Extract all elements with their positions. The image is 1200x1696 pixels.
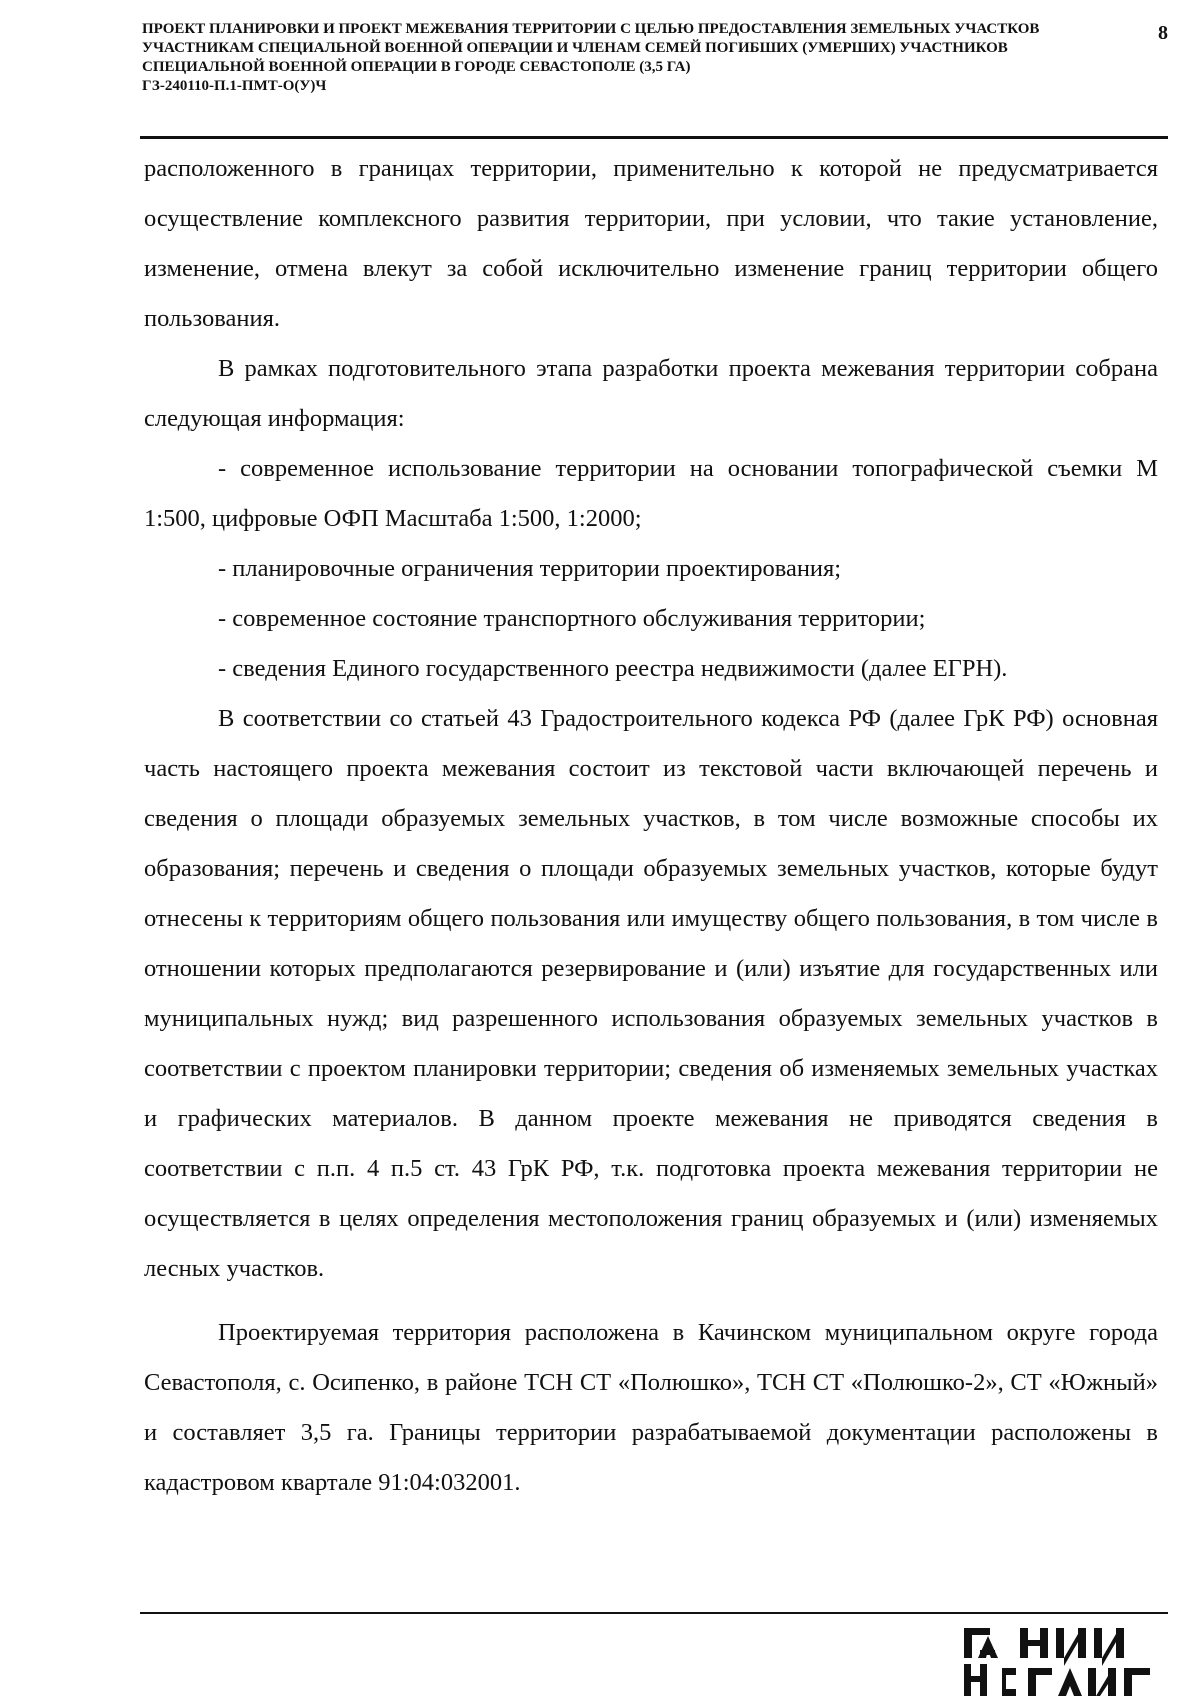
paragraph-territory-location: Проектируемая территория расположена в Качинском муниципальном округе города Севастополя, с. Осипенко, в районе ТСН СТ «Полюшко», ТСН СТ «Полюшко-2», СТ «Южный» и составляет 3,5 га. Границы территории разрабатываемой документации расположены в кадастровом квартале 91:04:032001. [144, 1319, 1158, 1496]
organization-logo [958, 1624, 1168, 1696]
header-divider [140, 136, 1168, 139]
document-header [142, 20, 1102, 96]
footer-divider [140, 1612, 1168, 1614]
document-body [144, 144, 1158, 1508]
document-title: ПРОЕКТ ПЛАНИРОВКИ И ПРОЕКТ МЕЖЕВАНИЯ ТЕРРИТОРИИ С ЦЕЛЬЮ ПРЕДОСТАВЛЕНИЯ ЗЕМЕЛЬНЫХ УЧАСТКОВ УЧАСТНИКАМ СПЕЦИАЛЬНОЙ ВОЕННОЙ ОПЕРАЦИИ И ЧЛЕНАМ СЕМЕЙ ПОГИБШИХ (УМЕРШИХ) УЧАСТНИКОВ СПЕЦИАЛЬНОЙ ВОЕННОЙ ОПЕРАЦИИ В ГОРОДЕ СЕВАСТОПОЛЕ (3,5 ГА) [142, 21, 1040, 75]
document-code: ГЗ-240110-П.1-ПМТ-О(У)Ч [142, 78, 327, 94]
paragraph-preparation: В рамках подготовительного этапа разработки проекта межевания территории собрана следующая информация: [144, 355, 1158, 432]
list-item: - современное состояние транспортного обслуживания территории; [218, 605, 926, 632]
page-number: 8 [1158, 22, 1168, 44]
paragraph-article-43: В соответствии со статьей 43 Градостроительного кодекса РФ (далее ГрК РФ) основная часть настоящего проекта межевания состоит из текстовой части включающей перечень и сведения о площади образуемых земельных участков, в том числе возможные способы их образования; перечень и сведения о площади образуемых земельных участков, которые будут отнесены к территориям общего пользования или имуществу общего пользования, в том числе в отношении которых предполагаются резервирование и (или) изъятие для государственных или муниципальных нужд; вид разрешенного использования образуемых земельных участков в соответствии с проектом планировки территории; сведения об изменяемых земельных участках и графических материалов. В данном проекте межевания не приводятся сведения в соответствии с п.п. 4 п.5 ст. 43 ГрК РФ, т.к. подготовка проекта межевания территории не осуществляется в целях определения местоположения границ образуемых и (или) изменяемых лесных участков. [144, 705, 1158, 1282]
paragraph-continuation: расположенного в границах территории, применительно к которой не предусматривается осуществление комплексного развития территории, при условии, что такие установление, изменение, отмена влекут за собой исключительно изменение границ территории общего пользования. [144, 155, 1158, 332]
list-item: - сведения Единого государственного реестра недвижимости (далее ЕГРН). [218, 655, 1008, 682]
list-item: - современное использование территории на основании топографической съемки М 1:500, цифровые ОФП Масштаба 1:500, 1:2000; [144, 455, 1158, 532]
list-item: - планировочные ограничения территории проектирования; [218, 555, 842, 582]
logo-mark-icon [958, 1624, 1168, 1696]
